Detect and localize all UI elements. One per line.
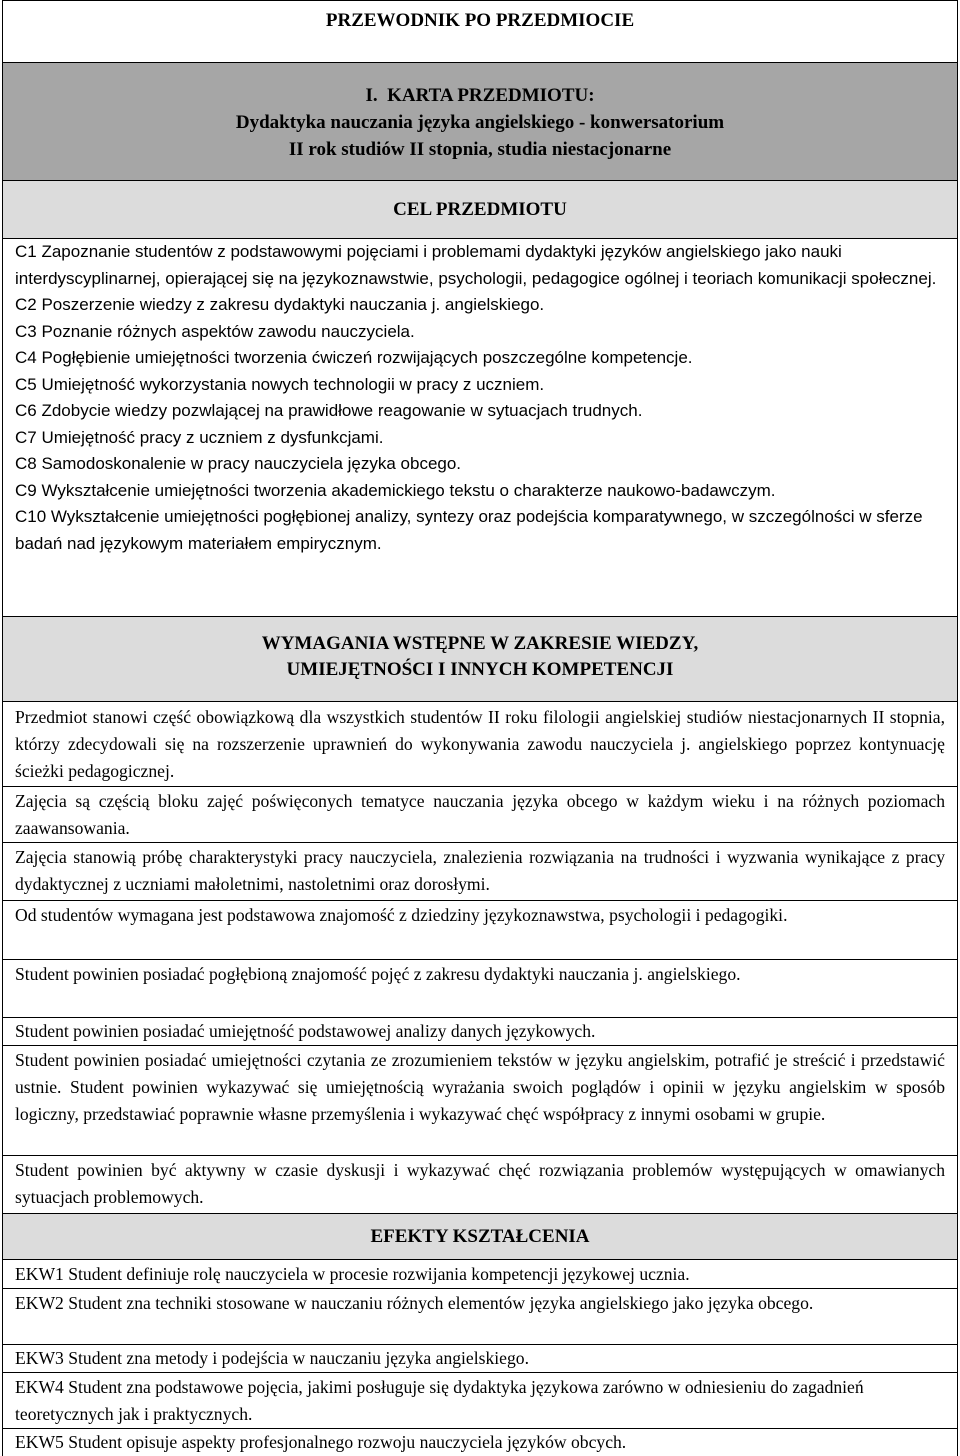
prerequisite-text: Student powinien posiadać umiejętność podstawowej analizy danych językowych. xyxy=(15,1021,596,1041)
prerequisite-item xyxy=(3,1156,957,1214)
objectives-list xyxy=(3,239,957,617)
learning-outcome-text: EKW3 Student zna metody i podejścia w nauczaniu języka angielskiego. xyxy=(15,1348,529,1368)
prerequisites-heading-line1: WYMAGANIA WSTĘPNE W ZAKRESIE WIEDZY, xyxy=(261,633,699,654)
objective-item: C3 Poznanie różnych aspektów zawodu nauczyciela. xyxy=(15,321,415,341)
learning-outcome-text: EKW2 Student zna techniki stosowane w nauczaniu różnych elementów języka angielskiego jako języka obcego. xyxy=(15,1293,814,1313)
learning-outcome-item xyxy=(3,1289,957,1345)
document-title: PRZEWODNIK PO PRZEDMIOCIE xyxy=(3,1,957,63)
learning-outcome-item xyxy=(3,1260,957,1289)
prerequisite-text: Student powinien posiadać umiejętności czytania ze zrozumieniem tekstów w języku angielskim, potrafić je streścić i przedstawić ustnie. Student powinien wykazywać się umiejętnością wyrażania swoich poglądów i opinii w języku angielskim w sposób logiczny, przedstawiać poprawnie własne przemyślenia i wykazywać chęć współpracy z innymi osobami w grupie. xyxy=(15,1050,945,1124)
course-card-line2: Dydaktyka nauczania języka angielskiego - konwersatorium xyxy=(235,112,725,133)
objective-item: C5 Umiejętność wykorzystania nowych technologii w pracy z uczniem. xyxy=(15,374,545,394)
objective-item: C1 Zapoznanie studentów z podstawowymi pojęciami i problemami dydaktyki języków angielskiego jako nauki interdyscyplinarnej, opierającej się na językoznawstwie, psychologii, pedagogice ogólnej i teoriach komunikacji społecznej. xyxy=(15,242,937,288)
course-card-header xyxy=(3,63,957,181)
course-card-line1: I. KARTA PRZEDMIOTU: xyxy=(365,85,595,106)
prerequisite-item xyxy=(3,702,957,787)
objective-item: C7 Umiejętność pracy z uczniem z dysfunkcjami. xyxy=(15,427,384,447)
prerequisite-item xyxy=(3,901,957,960)
learning-outcome-text: EKW4 Student zna podstawowe pojęcia, jakimi posługuje się dydaktyka językowa zarówno w odniesieniu do zagadnień teoretycznych jak i praktycznych. xyxy=(15,1377,864,1424)
objective-item: C2 Poszerzenie wiedzy z zakresu dydaktyki nauczania j. angielskiego. xyxy=(15,295,545,314)
prerequisite-text: Zajęcia są częścią bloku zajęć poświęconych tematyce nauczania języka obcego w każdym wieku i na różnych poziomach zaawansowania. xyxy=(15,791,945,838)
learning-outcome-text: EKW1 Student definiuje rolę nauczyciela w procesie rozwijania kompetencji językowej ucznia. xyxy=(15,1264,690,1284)
objective-item: C4 Pogłębienie umiejętności tworzenia ćwiczeń rozwijających poszczególne kompetencje. xyxy=(15,348,693,367)
prerequisite-item xyxy=(3,787,957,843)
objective-item: C8 Samodoskonalenie w pracy nauczyciela języka obcego. xyxy=(15,454,462,473)
objective-item: C9 Wykształcenie umiejętności tworzenia akademickiego tekstu o charakterze naukowo-badawczym. xyxy=(15,480,776,500)
learning-outcome-text: EKW5 Student opisuje aspekty profesjonalnego rozwoju nauczyciela języków obcych. xyxy=(15,1432,627,1452)
prerequisite-text: Zajęcia stanowią próbę charakterystyki pracy nauczyciela, znalezienia rozwiązania na trudności i wyzwania wynikające z pracy dydaktycznej z uczniami małoletnimi, nastoletnimi oraz dorosłymi. xyxy=(15,847,945,894)
objective-item: C6 Zdobycie wiedzy pozwlającej na prawidłowe reagowanie w sytuacjach trudnych. xyxy=(15,401,643,420)
objectives-heading: CEL PRZEDMIOTU xyxy=(3,181,957,239)
learning-outcome-item xyxy=(3,1345,957,1373)
course-guide-document xyxy=(2,0,958,1456)
learning-outcome-item xyxy=(3,1373,957,1429)
prerequisites-heading xyxy=(3,617,957,702)
prerequisite-item xyxy=(3,960,957,1018)
prerequisite-text: Od studentów wymagana jest podstawowa znajomość z dziedziny językoznawstwa, psychologii i pedagogiki. xyxy=(15,905,788,925)
prerequisite-text: Student powinien posiadać pogłębioną znajomość pojęć z zakresu dydaktyki nauczania j. angielskiego. xyxy=(15,964,741,984)
prerequisite-text: Przedmiot stanowi część obowiązkową dla wszystkich studentów II roku filologii angielskiej studiów niestacjonarnych II stopnia, którzy zdecydowali się na rozszerzenie uprawnień do wykonywania zawodu nauczyciela j. angielskiego poprzez kontynuację ścieżki pedagogicznej. xyxy=(15,707,945,781)
learning-outcomes-heading: EFEKTY KSZTAŁCENIA xyxy=(3,1214,957,1260)
prerequisite-item xyxy=(3,843,957,901)
learning-outcome-item xyxy=(3,1429,957,1456)
prerequisite-item xyxy=(3,1046,957,1156)
prerequisite-item xyxy=(3,1018,957,1046)
prerequisites-heading-line2: UMIEJĘTNOŚCI I INNYCH KOMPETENCJI xyxy=(286,659,674,680)
objective-item: C10 Wykształcenie umiejętności pogłębionej analizy, syntezy oraz podejścia komparatywnego, w szczególności w sferze badań nad językowym materiałem empirycznym. xyxy=(15,507,923,553)
course-card-line3: II rok studiów II stopnia, studia niestacjonarne xyxy=(288,139,672,160)
prerequisite-text: Student powinien być aktywny w czasie dyskusji i wykazywać chęć rozwiązania problemów występujących w omawianych sytuacjach problemowych. xyxy=(15,1160,945,1207)
